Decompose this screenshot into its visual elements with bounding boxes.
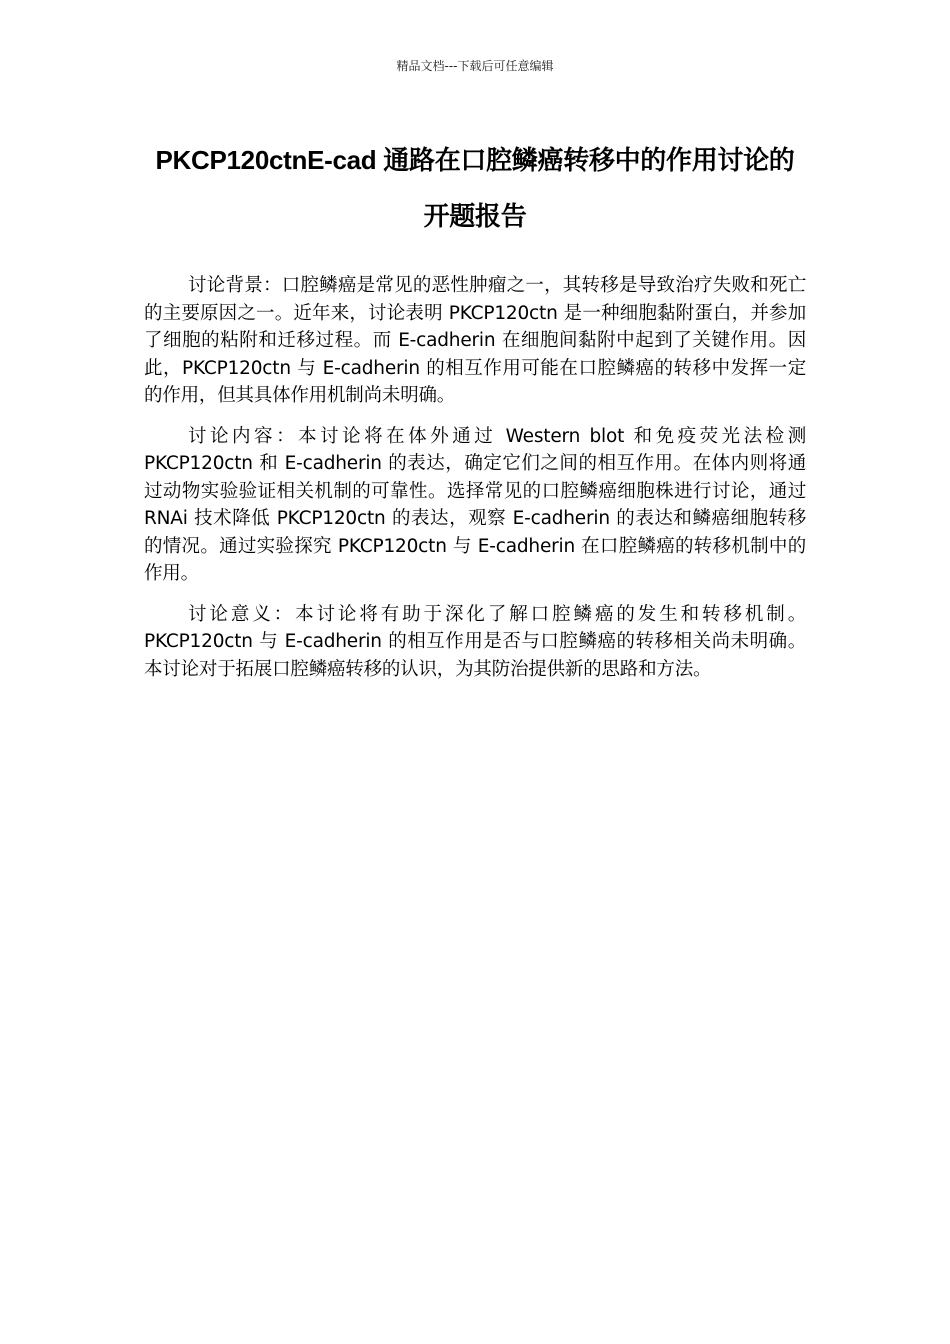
paragraph-significance: 讨论意义：本讨论将有助于深化了解口腔鳞癌的发生和转移机制。PKCP120ctn 与 E-cadherin 的相互作用是否与口腔鳞癌的转移相关尚未明确。本讨论对于拓展口腔鳞癌转移的认识，为其防治提供新的思路和方法。 bbox=[144, 603, 806, 680]
document-body bbox=[144, 272, 806, 696]
document-title: PKCP120ctnE-cad 通路在口腔鳞癌转移中的作用讨论的开题报告 bbox=[155, 145, 795, 231]
paragraph-content: 讨论内容：本讨论将在体外通过 Western blot 和免疫荧光法检测 PKCP120ctn 和 E-cadherin 的表达，确定它们之间的相互作用。在体内则将通过动物实验验证相关机制的可靠性。选择常见的口腔鳞癌细胞株进行讨论，通过 RNAi 技术降低 PKCP120ctn 的表达，观察 E-cadherin 的表达和鳞癌细胞转移的情况。通过实验探究 PKCP120ctn 与 E-cadherin 在口腔鳞癌的转移机制中的作用。 bbox=[144, 425, 806, 584]
page-header-note: 精品文档---下载后可任意编辑 bbox=[396, 59, 554, 73]
paragraph-background: 讨论背景：口腔鳞癌是常见的恶性肿瘤之一，其转移是导致治疗失败和死亡的主要原因之一。近年来，讨论表明 PKCP120ctn 是一种细胞黏附蛋白，并参加了细胞的粘附和迁移过程。而 E-cadherin 在细胞间黏附中起到了关键作用。因此，PKCP120ctn 与 E-cadherin 的相互作用可能在口腔鳞癌的转移中发挥一定的作用，但其具体作用机制尚未明确。 bbox=[144, 275, 806, 406]
